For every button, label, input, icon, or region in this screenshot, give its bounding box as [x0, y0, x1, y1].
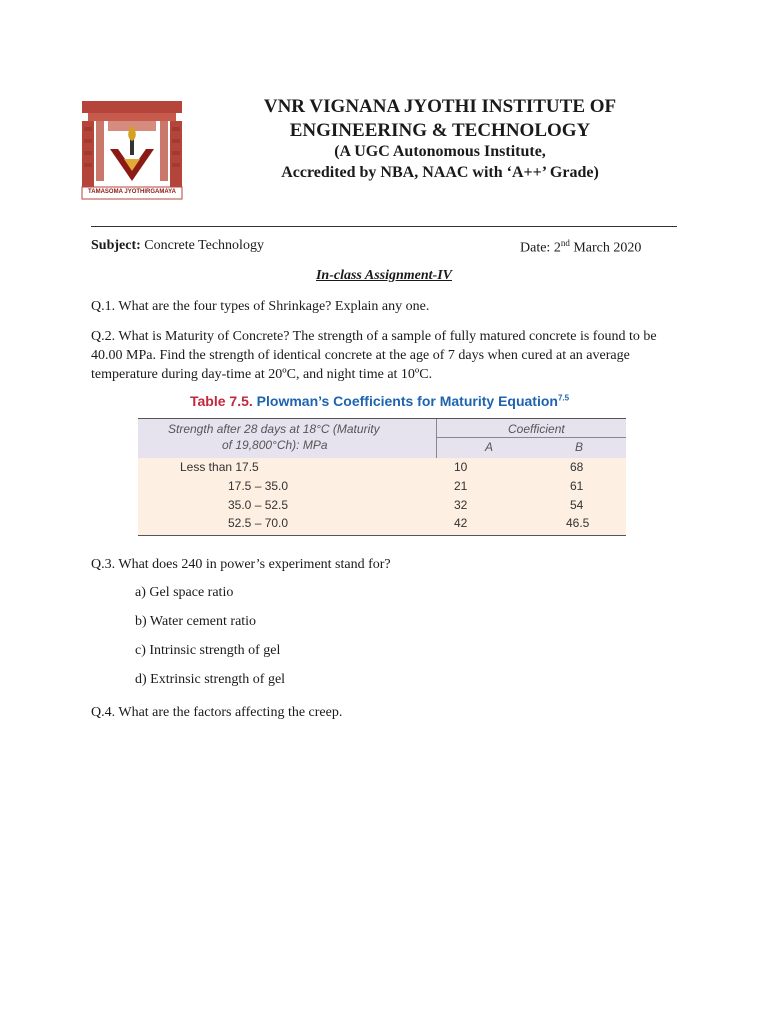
header-a: A [485, 440, 494, 454]
table-row-3-b: 54 [570, 498, 584, 512]
institute-logo [78, 97, 186, 201]
question-3-option-a: a) Gel space ratio [135, 585, 234, 600]
question-2: Q.2. What is Maturity of Concrete? The strength of a sample of fully matured concrete is found to be 40.00 MPa. Find the strength of identical concrete at the age of 7 days when cured at an average temperature during day-time at 20ºC, and night time at 10ºC. [91, 329, 657, 382]
question-3-option-d: d) Extrinsic strength of gel [135, 672, 286, 687]
table-row-4-range: 52.5 – 70.0 [228, 516, 289, 530]
date-ordinal: nd [560, 238, 570, 248]
table-row-2-b: 61 [570, 479, 584, 493]
institute-accreditation: Accredited by NBA, NAAC with ‘A++’ Grade) [281, 164, 599, 181]
table-title [190, 393, 569, 409]
question-4: Q.4. What are the factors affecting the creep. [91, 705, 343, 720]
header-strength-line2: of 19,800°Ch): MPa [222, 438, 328, 452]
header-coefficient: Coefficient [508, 422, 565, 436]
institute-name-line1: VNR VIGNANA JYOTHI INSTITUTE OF [263, 96, 617, 117]
subject-label: Subject: [91, 238, 141, 253]
plowman-coefficients-table [138, 418, 626, 536]
institute-name-line2: ENGINEERING & TECHNOLOGY [289, 120, 591, 141]
table-row-2-range: 17.5 – 35.0 [228, 479, 289, 493]
header-column-divider [436, 419, 437, 459]
header-strength-line1: Strength after 28 days at 18°C (Maturity [168, 422, 380, 436]
institute-status: (A UGC Autonomous Institute, [334, 143, 546, 160]
table-caption: Plowman’s Coefficients for Maturity Equation [252, 393, 558, 409]
question-1: Q.1. What are the four types of Shrinkage? Explain any one. [91, 299, 430, 314]
header-subdivider [436, 437, 626, 438]
table-reference: 7.5 [557, 393, 570, 403]
table-row-1-a: 10 [454, 460, 468, 474]
table-row-1-range: Less than 17.5 [180, 460, 259, 474]
table-body [138, 458, 626, 536]
header-divider [91, 226, 677, 227]
date-suffix: March 2020 [569, 240, 642, 256]
logo-motto: TAMASOMA JYOTHIRGAMAYA [88, 189, 176, 195]
table-row-1-b: 68 [570, 460, 584, 474]
date-prefix: Date: 2 [520, 240, 561, 256]
table-row-3-range: 35.0 – 52.5 [228, 498, 289, 512]
subject-value: Concrete Technology [144, 238, 264, 253]
table-row-3-a: 32 [454, 498, 468, 512]
table-row-2-a: 21 [454, 479, 468, 493]
question-3: Q.3. What does 240 in power’s experiment stand for? [91, 557, 391, 572]
date-line [520, 238, 641, 257]
table-number: Table 7.5. [190, 393, 253, 409]
assignment-title: In-class Assignment-IV [315, 268, 452, 283]
question-3-option-b: b) Water cement ratio [135, 614, 257, 629]
question-3-option-c: c) Intrinsic strength of gel [135, 643, 281, 658]
table-header [138, 418, 626, 460]
table-row-4-b: 46.5 [566, 516, 590, 530]
table-row-4-a: 42 [454, 516, 468, 530]
subject-line [91, 238, 264, 254]
header-b: B [575, 440, 584, 454]
